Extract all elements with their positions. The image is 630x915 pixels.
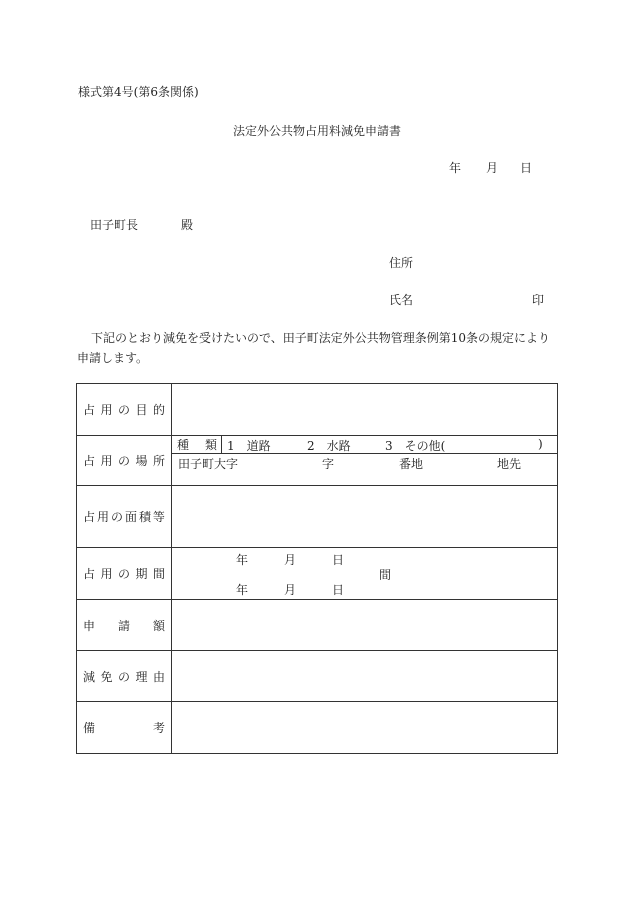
- label-char: 減: [83, 669, 96, 684]
- label-period: [77, 548, 172, 600]
- label-char: 用: [96, 510, 109, 524]
- field-remarks[interactable]: [172, 702, 558, 754]
- period-start-year: 年: [236, 553, 249, 567]
- label-char: 目: [135, 403, 148, 417]
- kind-option-waterway[interactable]: 2 水路: [307, 439, 351, 453]
- row-location: [77, 436, 558, 486]
- application-table: [76, 383, 558, 754]
- label-char: 用: [100, 454, 113, 468]
- label-char: 積: [138, 510, 151, 524]
- period-end-month: 月: [284, 583, 297, 597]
- date-year: 年: [449, 161, 462, 175]
- label-char: 占: [83, 510, 96, 524]
- label-location: [77, 436, 172, 486]
- label-char: の: [117, 454, 130, 468]
- kind-options: [222, 436, 557, 453]
- name-label: 氏名: [389, 293, 414, 307]
- period-end-year: 年: [236, 583, 249, 597]
- label-char: 由: [152, 669, 165, 684]
- label-char: 所: [152, 454, 165, 468]
- date-day: 日: [520, 161, 533, 175]
- label-char: 間: [152, 567, 165, 581]
- period-block: [172, 548, 557, 599]
- label-char: 理: [135, 669, 148, 684]
- label-amount: [77, 600, 172, 651]
- address-oaza: 田子町大字: [178, 457, 239, 471]
- seal-mark: 印: [532, 293, 545, 307]
- label-char: 期: [135, 567, 148, 581]
- address-label: 住所: [389, 256, 414, 270]
- kind-option-other[interactable]: 3 その他(: [385, 439, 446, 453]
- address-chisaki: 地先: [497, 457, 522, 471]
- label-char: の: [117, 403, 130, 417]
- period-start-day: 日: [332, 553, 345, 567]
- label-char: 的: [152, 403, 165, 417]
- label-char: の: [110, 510, 123, 524]
- field-amount[interactable]: [172, 600, 558, 651]
- label-char: の: [117, 567, 130, 581]
- row-reason: [77, 651, 558, 702]
- request-body-text: 下記のとおり減免を受けたいので、田子町法定外公共物管理条例第10条の規定により申請します。: [77, 331, 551, 365]
- address-row[interactable]: [172, 454, 557, 471]
- kind-option-close-paren: ): [538, 437, 543, 451]
- field-area[interactable]: [172, 486, 558, 548]
- date-month: 月: [486, 161, 499, 175]
- label-char: 備: [83, 721, 96, 735]
- label-char: 考: [152, 721, 165, 735]
- address-banchi: 番地: [399, 457, 424, 471]
- addressee-name: 田子町長: [90, 218, 139, 232]
- label-char: 等: [152, 510, 165, 524]
- addressee-honorific: 殿: [181, 218, 194, 232]
- label-char: 種: [177, 438, 190, 452]
- row-remarks: [77, 702, 558, 754]
- label-char: 占: [83, 454, 96, 468]
- address-aza: 字: [322, 457, 335, 471]
- period-end-day: 日: [332, 583, 345, 597]
- row-area: [77, 486, 558, 548]
- label-char: 占: [83, 403, 96, 417]
- kind-label: [172, 436, 222, 453]
- label-char: 免: [100, 669, 113, 684]
- row-purpose: [77, 384, 558, 436]
- label-char: 額: [152, 618, 165, 633]
- field-purpose[interactable]: [172, 384, 558, 436]
- label-char: 類: [204, 438, 217, 452]
- label-char: 用: [100, 567, 113, 581]
- label-purpose: [77, 384, 172, 436]
- field-reason[interactable]: [172, 651, 558, 702]
- form-number: 様式第4号(第6条関係): [78, 85, 199, 99]
- label-char: 用: [100, 403, 113, 417]
- field-location: [172, 436, 558, 486]
- label-char: 請: [117, 618, 130, 633]
- label-char: 占: [83, 567, 96, 581]
- kind-row: [172, 436, 557, 454]
- form-title: 法定外公共物占用料減免申請書: [233, 124, 402, 138]
- row-period: [77, 548, 558, 600]
- label-remarks: [77, 702, 172, 754]
- period-between: 間: [379, 568, 392, 582]
- field-period[interactable]: [172, 548, 558, 600]
- label-area: [77, 486, 172, 548]
- label-reason: [77, 651, 172, 702]
- label-char: 場: [135, 454, 148, 468]
- label-char: 申: [83, 618, 96, 633]
- period-start-month: 月: [284, 553, 297, 567]
- kind-option-road[interactable]: 1 道路: [227, 439, 271, 453]
- label-char: の: [117, 669, 130, 684]
- row-amount: [77, 600, 558, 651]
- label-char: 面: [124, 510, 137, 524]
